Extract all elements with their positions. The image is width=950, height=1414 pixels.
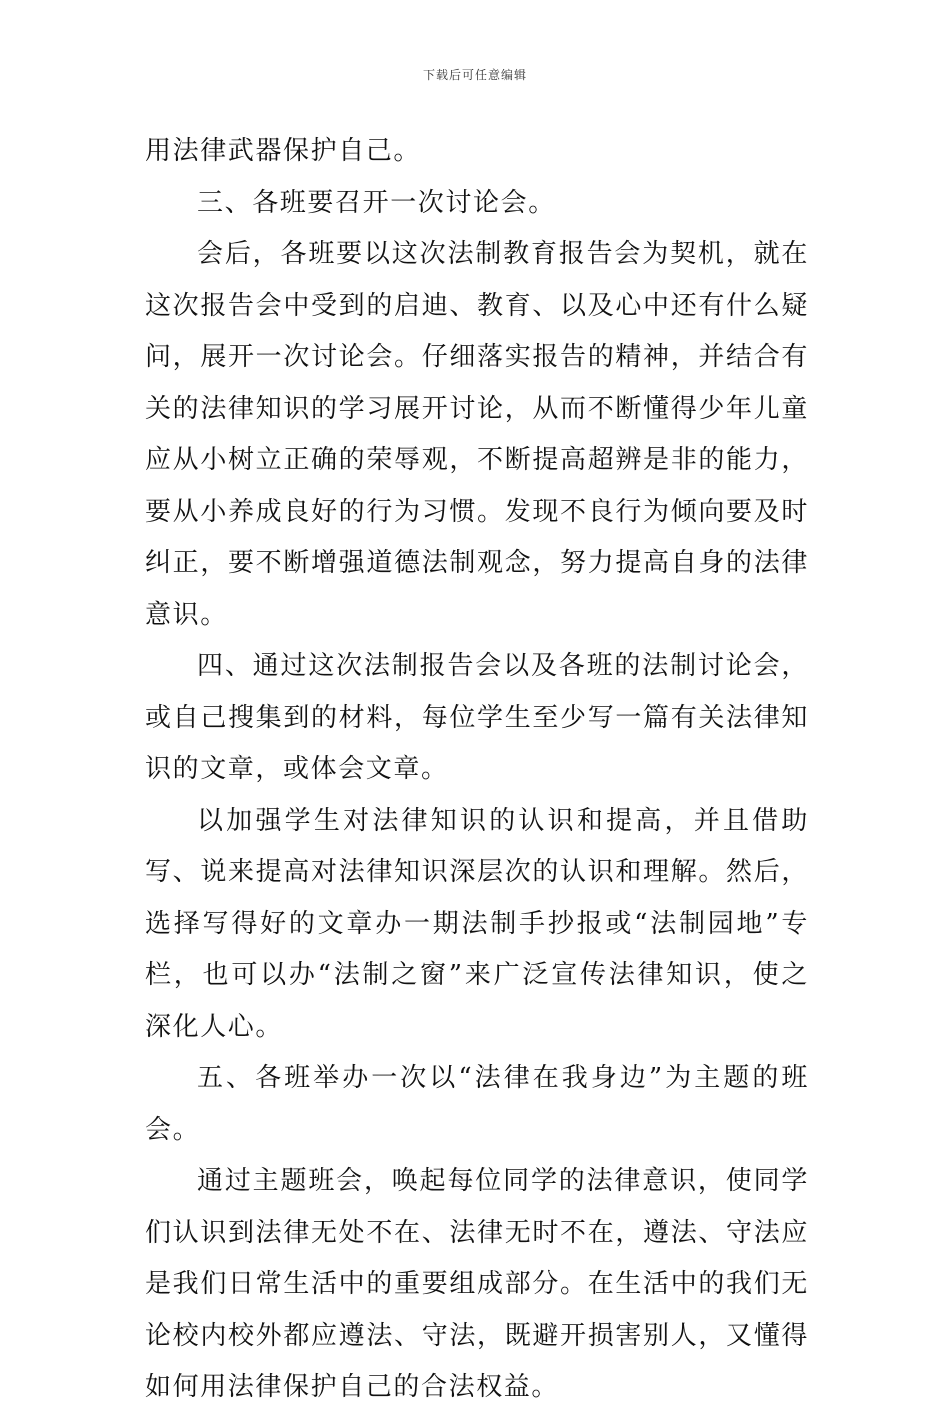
paragraph: 以加强学生对法律知识的认识和提高，并且借助写、说来提高对法律知识深层次的认识和理解。然后，选择写得好的文章办一期法制手抄报或“法制园地”专栏，也可以办“法制之窗”来广泛宣传法律知识，使之深化人心。 bbox=[145, 805, 809, 1042]
section-heading-5: 五、各班举办一次以“法律在我身边”为主题的班会。 bbox=[145, 1063, 809, 1145]
section-heading-3: 三、各班要召开一次讨论会。 bbox=[197, 187, 556, 218]
document-body bbox=[145, 126, 809, 1414]
paragraph: 通过主题班会，唤起每位同学的法律意识，使同学们认识到法律无处不在、法律无时不在，遵法、守法应是我们日常生活中的重要组成部分。在生活中的我们无论校内校外都应遵法、守法，既避开损害别人，又懂得如何用法律保护自己的合法权益。 bbox=[145, 1166, 809, 1402]
section-heading-4: 四、通过这次法制报告会以及各班的法制讨论会，或自己搜集到的材料，每位学生至少写一篇有关法律知识的文章，或体会文章。 bbox=[145, 651, 809, 784]
paragraph-continuation: 用法律武器保护自己。 bbox=[145, 136, 422, 166]
paragraph: 会后，各班要以这次法制教育报告会为契机，就在这次报告会中受到的启迪、教育、以及心中还有什么疑问，展开一次讨论会。仔细落实报告的精神，并结合有关的法律知识的学习展开讨论，从而不断懂得少年儿童应从小树立正确的荣辱观，不断提高超辨是非的能力，要从小养成良好的行为习惯。发现不良行为倾向要及时纠正，要不断增强道德法制观念，努力提高自身的法律意识。 bbox=[145, 239, 809, 630]
page-header: 下载后可任意编辑 bbox=[422, 68, 527, 82]
